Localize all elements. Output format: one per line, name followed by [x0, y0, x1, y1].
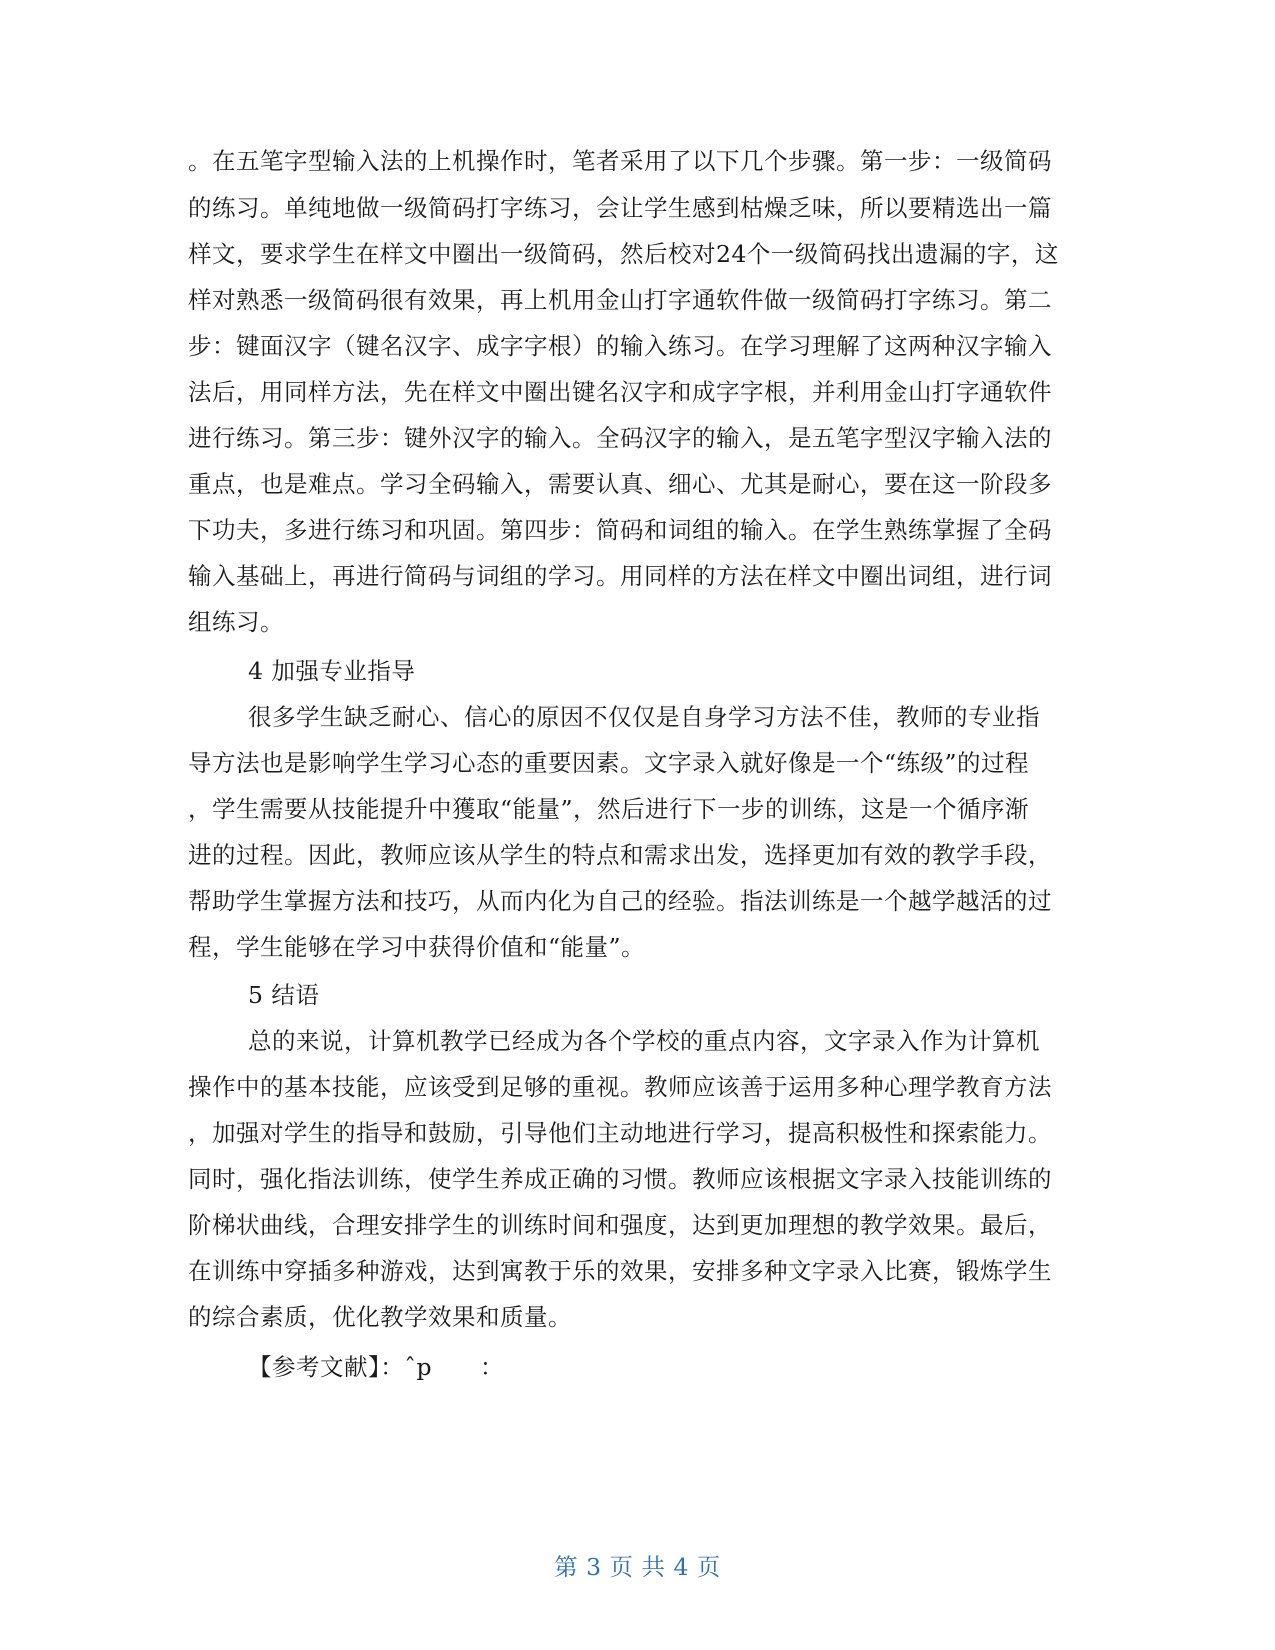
paragraph-1-line: 重点，也是难点。学习全码输入，需要认真、细心、尤其是耐心，要在这一阶段多: [188, 470, 1052, 498]
paragraph-3-line: 操作中的基本技能，应该受到足够的重视。教师应该善于运用多种心理学教育方法: [188, 1073, 1052, 1101]
paragraph-1-line: 。在五笔字型输入法的上机操作时，笔者采用了以下几个步骤。第一步：一级简码: [188, 147, 1052, 175]
paragraph-3-line: ，加强对学生的指导和鼓励，引导他们主动地进行学习，提高积极性和探索能力。: [188, 1119, 1052, 1147]
paragraph-2-line: 导方法也是影响学生学习心态的重要因素。文字录入就好像是一个“练级”的过程: [188, 749, 1030, 777]
section-heading-4: 4 加强专业指导: [248, 657, 416, 685]
paragraph-1-line: 步：键面汉字（键名汉字、成字字根）的输入练习。在学习理解了这两种汉字输入: [188, 332, 1052, 360]
paragraph-2-line: 帮助学生掌握方法和技巧，从而内化为自己的经验。指法训练是一个越学越活的过: [188, 887, 1052, 915]
paragraph-1-line: 的练习。单纯地做一级简码打字练习，会让学生感到枯燥乏味，所以要精选出一篇: [188, 194, 1052, 222]
paragraph-1-line: 组练习。: [188, 608, 284, 636]
page-footer: 第 3 页 共 4 页: [554, 1553, 721, 1581]
paragraph-1-line: 样对熟悉一级简码很有效果，再上机用金山打字通软件做一级简码打字练习。第二: [188, 286, 1052, 314]
paragraph-3-line: 总的来说，计算机教学已经成为各个学校的重点内容，文字录入作为计算机: [248, 1027, 1040, 1055]
paragraph-2-line: ，学生需要从技能提升中獲取“能量”，然后进行下一步的训练，这是一个循序渐: [188, 795, 1030, 823]
paragraph-3-line: 阶梯状曲线，合理安排学生的训练时间和强度，达到更加理想的教学效果。最后，: [188, 1211, 1052, 1239]
paragraph-3-line: 的综合素质，优化教学效果和质量。: [188, 1303, 572, 1331]
references-label: 【参考文献】：ˆp ：: [248, 1353, 505, 1381]
paragraph-1-line: 法后，用同样方法，先在样文中圈出键名汉字和成字字根，并利用金山打字通软件: [188, 378, 1052, 406]
paragraph-1-line: 样文，要求学生在样文中圈出一级简码，然后校对24个一级简码找出遗漏的字，这: [188, 240, 1059, 268]
paragraph-1-line: 输入基础上，再进行简码与词组的学习。用同样的方法在样文中圈出词组，进行词: [188, 562, 1052, 590]
paragraph-1-line: 下功夫，多进行练习和巩固。第四步：简码和词组的输入。在学生熟练掌握了全码: [188, 516, 1052, 544]
paragraph-2-line: 很多学生缺乏耐心、信心的原因不仅仅是自身学习方法不佳，教师的专业指: [248, 703, 1040, 731]
paragraph-1-line: 进行练习。第三步：键外汉字的输入。全码汉字的输入，是五笔字型汉字输入法的: [188, 424, 1052, 452]
section-heading-5: 5 结语: [248, 981, 320, 1009]
paragraph-2-line: 进的过程。因此，教师应该从学生的特点和需求出发，选择更加有效的教学手段，: [188, 841, 1052, 869]
paragraph-3-line: 在训练中穿插多种游戏，达到寓教于乐的效果，安排多种文字录入比赛，锻炼学生: [188, 1257, 1052, 1285]
paragraph-2-line: 程，学生能够在学习中获得价值和“能量”。: [188, 933, 646, 961]
paragraph-3-line: 同时，强化指法训练，使学生养成正确的习惯。教师应该根据文字录入技能训练的: [188, 1165, 1052, 1193]
